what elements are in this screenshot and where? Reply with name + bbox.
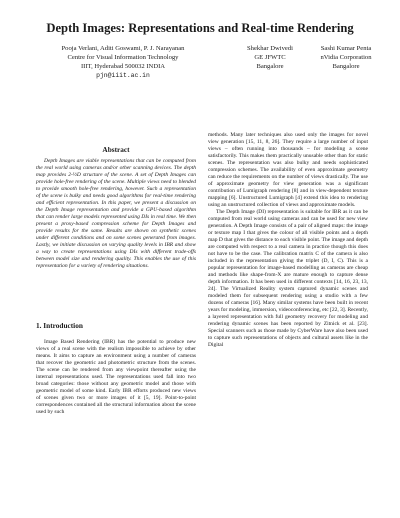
author-affiliation: nVidia Corporation [320,54,372,61]
author-institution: Bangalore [256,63,284,70]
author-affiliation: Centre for Visual Information Technology [67,54,179,61]
author-institution: IIIT, Hyderabad 500032 INDIA [80,63,166,70]
body-paragraph: The Depth Image (DI) representation is suitable for IBR as it can be computed from real world using cameras and can be used for new view generation. A Depth Image consists of a pair of aligned maps: the image or texture map I that gives the colour of all visible points and a depth map D that gives the distance to each visible point. The image and depth are computed with respect to a real camera in practice though this does not have to be the case. The calibration matrix C of the camera is also included in the representation giving the triplet (D, I, C). This is a popular representation for image-based modelling as cameras are cheap and methods like shape-from-X are mature enough to capture dense depth information. It has been used in different contexts [14, 16, 23, 13, 24]. The Virtualized Reality system captured dynamic scenes and modeled them for subsequent rendering using a studio with a few dozens of cameras [16]. Many similar systems have been built in recent years for modeling, immersion, videoconferencing, etc [22, 3]. Recently, a layered representation with full geometry recovery for modeling and rendering dynamic scenes has been reported by Zitnick et al. [23]. Special scanners such as those made by CyberWare have also been used to capture such representations of objects and cultural assets like in the Digital [208,209,369,348]
section-heading-introduction: 1. Introduction [36,321,83,330]
author-names: Pooja Verlani, Aditi Goswami, P. J. Narayanan [61,45,185,52]
right-column-body [208,132,368,349]
author-email[interactable]: pjn@iiit.ac.in [96,72,150,79]
author-block-1 [38,44,208,80]
author-institution: Bangalore [332,63,360,70]
abstract-heading: Abstract [102,145,130,154]
author-names: Shekhar Dwivedi [247,45,293,52]
author-names: Sashi Kumar Penta [320,45,372,52]
author-block-2 [238,44,302,71]
author-block-3 [310,44,382,71]
intro-paragraph: Image Based Rendering (IBR) has the potential to produce new views of a real scene with the realism impossible to achieve by other means. It aims to capture an environment using a number of cameras that recover the geometric and photometric structure from the scenes. The scene can be rendered from any viewpoint thereafter using the internal representations used. The representations used fall into two broad categories: those without any geometric model and those with geometric model of some kind. Early IBR efforts produced new views of scenes given two or more images of it [5, 19]. Point-to-point correspondences contained all the structural information about the scene used by such [36,339,196,415]
body-paragraph: methods. Many later techniques also used only the images for novel view generation [15, 11, 8, 26]. They require a large number of input views – often running into thousands – for modeling a scene satisfactorily. This makes them practically unusable other than for static scenes. The representation was also bulky and needs sophisticated compression schemes. The availability of even approximate geometry can reduce the requirements on the number of views drastically. The use of approximate geometry for view generation was a significant contribution of Lumigraph rendering [8] and in view-dependent texture mapping [6]. Unstructured Lumigraph [4] extend this idea to rendering using an unstructured collection of views and approximate models. [208,132,368,208]
author-affiliation: GE JFWTC [254,54,286,61]
abstract-body [36,158,196,270]
introduction-body [36,339,196,416]
abstract-paragraph: Depth Images are viable representations that can be computed from the real world using cameras and/or other scanning devices. The depth map provides 2-½D structure of the scene. A set of Depth Images can provide hole-free rendering of the scene. Multiple views need to blended to provide smooth hole-free rendering, however. Such a representation of the scene is bulky and needs good algorithms for real-time rendering and efficient representation. In this paper, we present a discussion on the Depth Image representation and provide a GPU-based algorithm that can render large models represented using DIs in real time. We then present a proxy-based compression scheme for Depth Images and provide results for the same. Results are shown on synthetic scenes under different conditions and on some scenes generated from images. Lastly, we initiate discussion on varying quality levels in IBR and show a way to create representations using DIs with different trade-offs between model size and rendering quality. This enables the use of this representation for a variety of rendering situations. [36,158,196,269]
paper-title: Depth Images: Representations and Real-time Rendering [46,21,354,35]
